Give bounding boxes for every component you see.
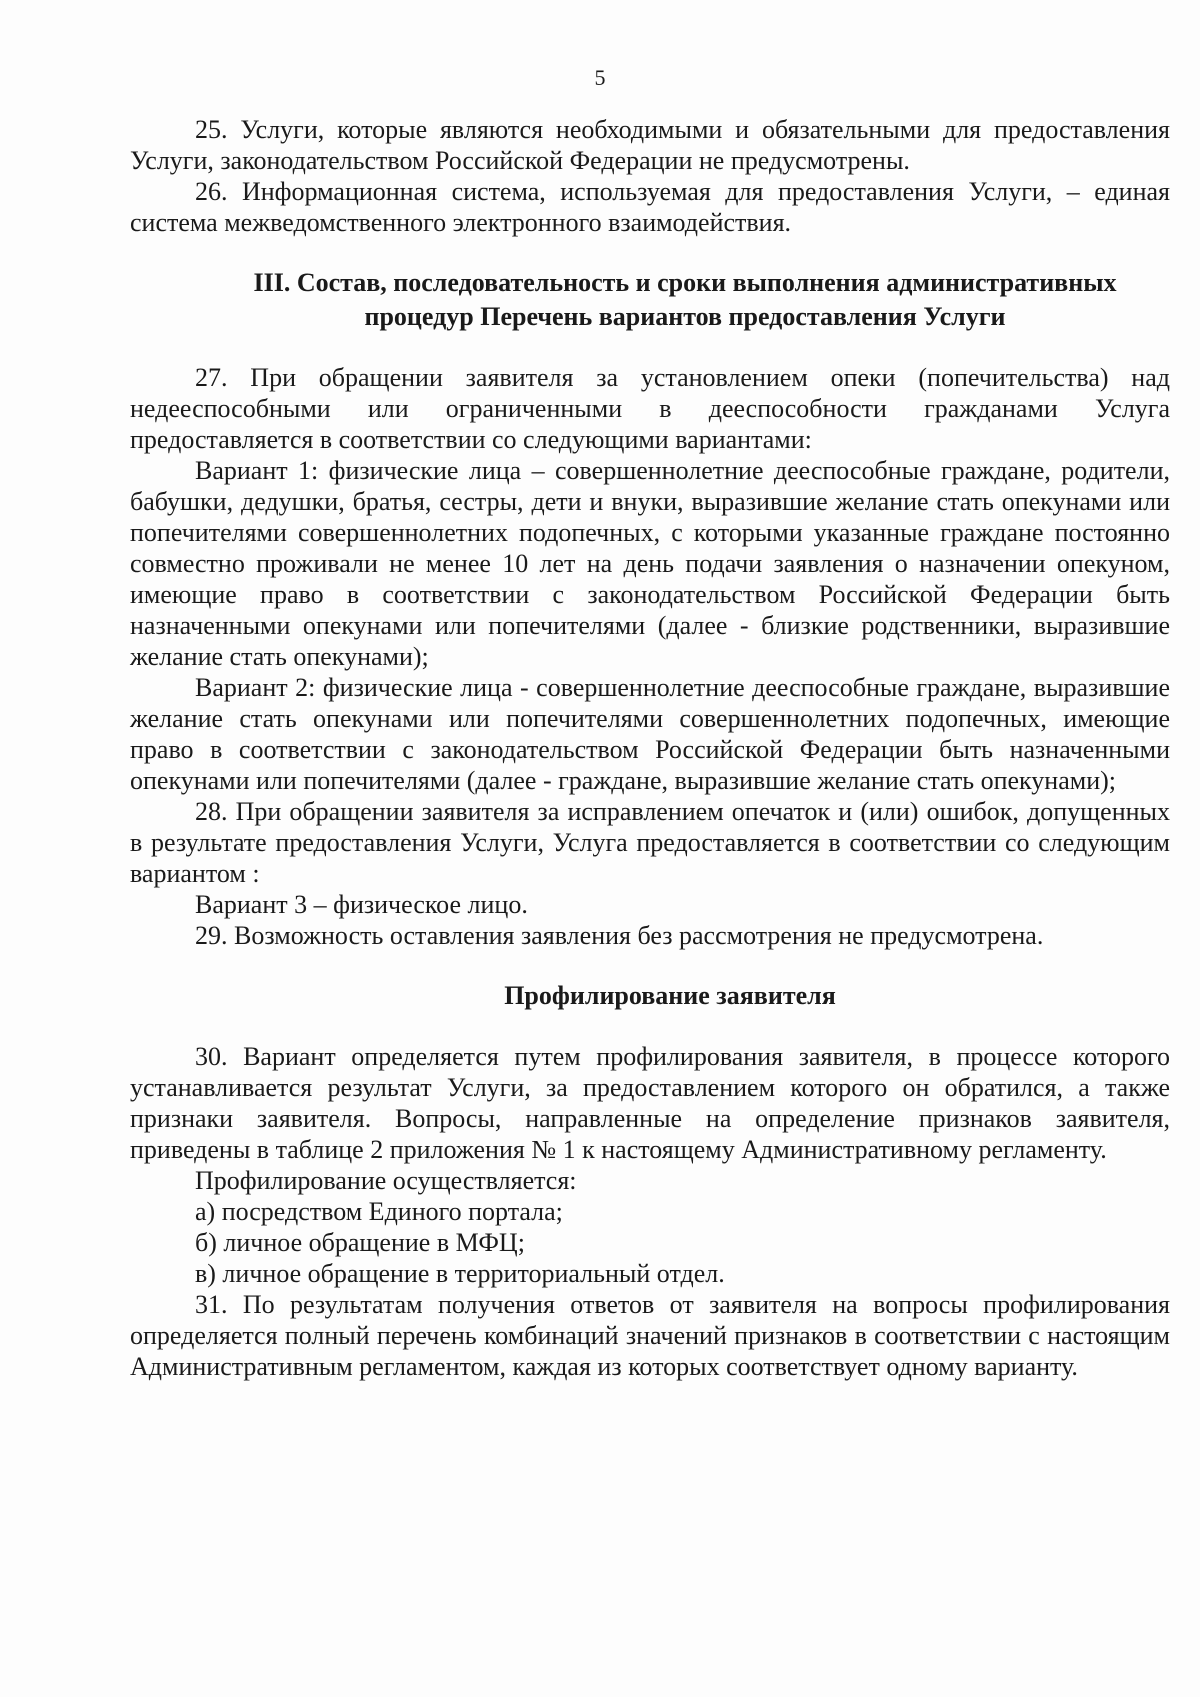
page-content bbox=[130, 114, 1170, 1382]
profiling-intro: Профилирование осуществляется: bbox=[195, 1166, 577, 1195]
variant-3-paragraph: Вариант 3 – физическое лицо. bbox=[195, 890, 528, 919]
section-3-heading: III. Состав, последовательность и сроки выполнения административных процедур Перечень вариантов предоставления Услуги bbox=[253, 268, 1117, 331]
paragraph-27: 27. При обращении заявителя за установлением опеки (попечительства) над недееспособными или ограниченными в дееспособности гражданами Услуга предоставляется в соответствии со следующими вариантами: bbox=[130, 363, 1170, 454]
paragraph-29: 29. Возможность оставления заявления без рассмотрения не предусмотрена. bbox=[195, 921, 1044, 950]
paragraph-30: 30. Вариант определяется путем профилирования заявителя, в процессе которого устанавливается результат Услуги, за предоставлением которого он обратился, а также признаки заявителя. Вопросы, направленные на определение признаков заявителя, приведены в таблице 2 приложения № 1 к настоящему Административному регламенту. bbox=[130, 1042, 1170, 1164]
profiling-item-c: в) личное обращение в территориальный отдел. bbox=[195, 1259, 725, 1288]
profiling-item-b: б) личное обращение в МФЦ; bbox=[195, 1228, 525, 1257]
profiling-heading: Профилирование заявителя bbox=[504, 981, 836, 1010]
paragraph-31: 31. По результатам получения ответов от заявителя на вопросы профилирования определяется полный перечень комбинаций значений признаков в соответствии с настоящим Административным регламентом, каждая из которых соответствует одному варианту. bbox=[130, 1290, 1170, 1381]
paragraph-26: 26. Информационная система, используемая для предоставления Услуги, – единая система межведомственного электронного взаимодействия. bbox=[130, 177, 1170, 237]
variant-1-paragraph: Вариант 1: физические лица – совершеннолетние дееспособные граждане, родители, бабушки, дедушки, братья, сестры, дети и внуки, выразившие желание стать опекунами или попечителями совершеннолетних подопечных, с которыми указанные граждане постоянно совместно проживали не менее 10 лет на день подачи заявления о назначении опекуном, имеющие право в соответствии с законодательством Российской Федерации быть назначенными опекунами или попечителями (далее - близкие родственники, выразившие желание стать опекунами); bbox=[130, 456, 1170, 671]
variant-2-paragraph: Вариант 2: физические лица - совершеннолетние дееспособные граждане, выразившие желание стать опекунами или попечителями совершеннолетних подопечных, имеющие право в соответствии с законодательством Российской Федерации быть назначенными опекунами или попечителями (далее - граждане, выразившие желание стать опекунами); bbox=[130, 673, 1170, 795]
paragraph-25: 25. Услуги, которые являются необходимыми и обязательными для предоставления Услуги, законодательством Российской Федерации не предусмотрены. bbox=[130, 115, 1170, 175]
profiling-item-a: а) посредством Единого портала; bbox=[195, 1197, 563, 1226]
paragraph-28: 28. При обращении заявителя за исправлением опечаток и (или) ошибок, допущенных в результате предоставления Услуги, Услуга предоставляется в соответствии со следующим вариантом : bbox=[130, 797, 1170, 888]
page-number: 5 bbox=[594, 65, 606, 90]
